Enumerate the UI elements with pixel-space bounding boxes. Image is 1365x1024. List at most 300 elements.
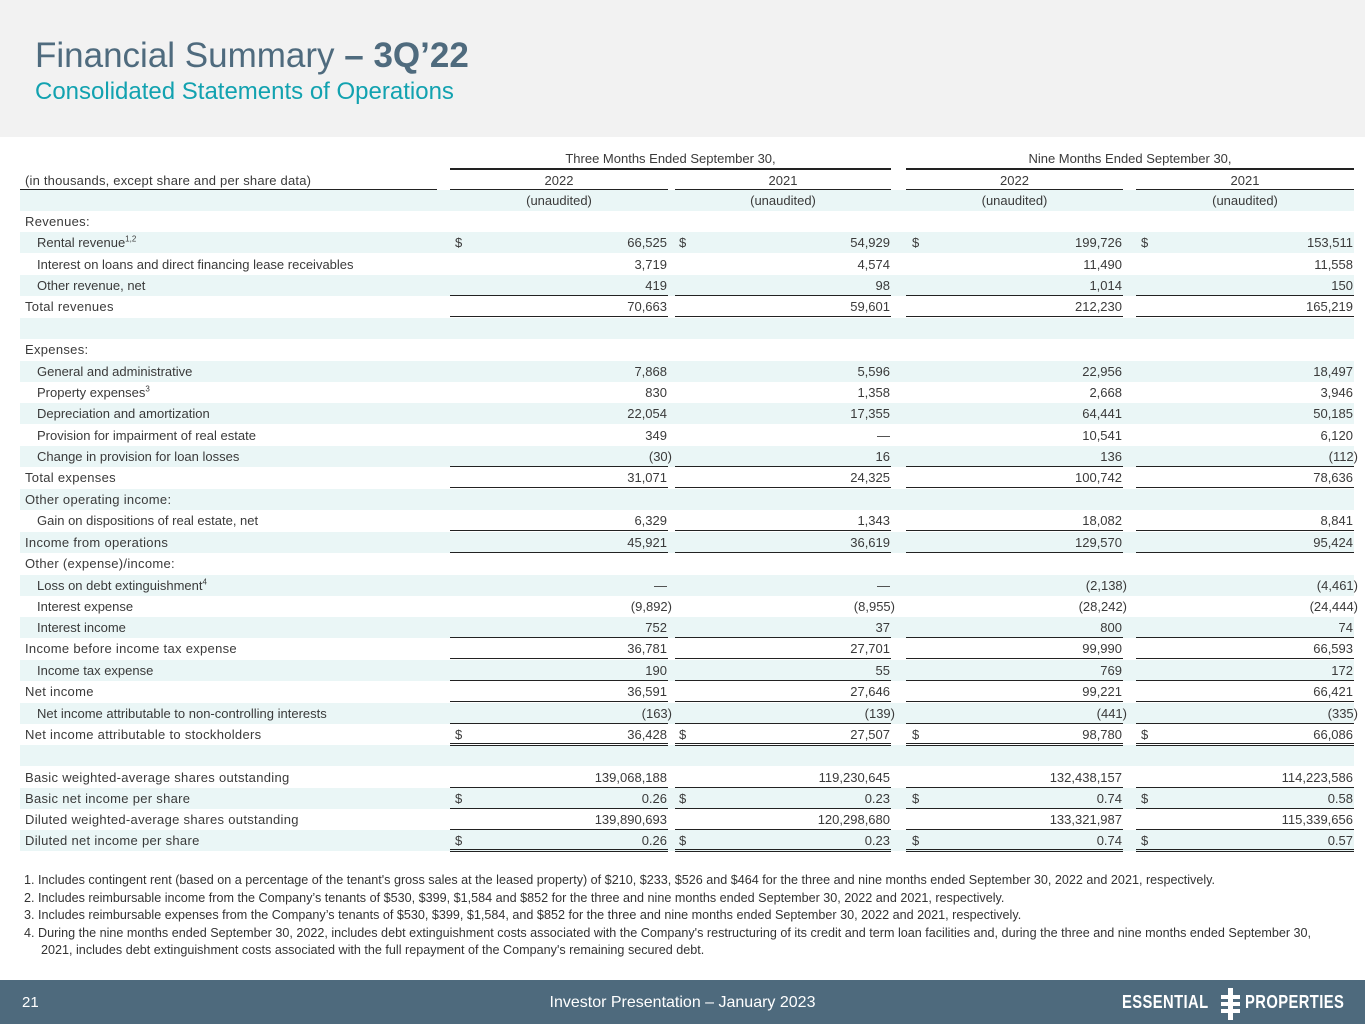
value-cell: 0.23 <box>864 791 890 806</box>
value-cell <box>1156 489 1353 510</box>
row-label <box>37 575 207 596</box>
table-row <box>20 660 1354 681</box>
row-label <box>37 660 153 681</box>
footnote: 2. Includes reimbursable income from the Company’s tenants of $530, $399, $1,584 and $852 for the three and nine months ended September 30, 2022 and 2021, respectively. <box>24 890 1005 905</box>
total-rule <box>450 723 668 724</box>
double-rule <box>906 849 1123 852</box>
total-rule <box>450 658 668 659</box>
value-cell: 18,497 <box>1313 364 1353 379</box>
value-cell: 752 <box>645 620 667 635</box>
value-cell <box>1156 211 1353 232</box>
total-rule <box>675 466 891 467</box>
double-rule <box>675 743 891 746</box>
group-underline <box>450 168 891 170</box>
value-cell: 27,701 <box>850 641 890 656</box>
value-cell <box>695 211 890 232</box>
value-cell: (24,444) <box>1309 599 1358 614</box>
currency-symbol: $ <box>912 727 920 742</box>
value-cell: 27,646 <box>850 684 890 699</box>
row-label <box>25 681 94 702</box>
double-rule <box>1136 743 1354 746</box>
footnote: 1. Includes contingent rent (based on a percentage of the tenant's gross sales at the leased property) of $210, $233, $526 and $464 for the three and nine months ended September 30, 2022 and 2021, respectively. <box>24 873 1216 887</box>
total-rule <box>450 466 668 467</box>
year-header: 2021 <box>1230 173 1260 188</box>
table-row <box>20 617 1354 638</box>
value-cell: 119,230,645 <box>818 770 890 785</box>
value-cell: 11,558 <box>1314 257 1353 272</box>
value-cell: 22,054 <box>627 406 667 421</box>
table-row <box>20 318 1354 339</box>
value-cell: 36,781 <box>627 641 667 656</box>
footnote-ref: 4 <box>202 577 207 587</box>
value-cell: 66,525 <box>627 235 667 250</box>
row-label <box>37 510 258 531</box>
value-cell: 132,438,157 <box>1049 770 1122 785</box>
total-rule <box>675 637 891 638</box>
table-row <box>20 532 1354 553</box>
value-cell: 6,120 <box>1320 428 1353 443</box>
header-band <box>0 0 1365 137</box>
page-number: 21 <box>22 994 39 1011</box>
value-cell: 165,219 <box>1306 299 1353 314</box>
value-cell: 212,230 <box>1075 299 1122 314</box>
row-label <box>25 830 200 851</box>
table-row <box>20 446 1358 467</box>
currency-symbol: $ <box>1141 791 1149 806</box>
row-label <box>37 361 192 382</box>
currency-symbol: $ <box>679 235 687 250</box>
value-cell: — <box>877 428 890 443</box>
value-cell: 27,507 <box>850 727 890 742</box>
total-rule <box>1136 466 1354 467</box>
unaudited-label: (unaudited) <box>1212 193 1278 208</box>
total-rule <box>450 787 668 788</box>
value-cell: 153,511 <box>1306 235 1353 250</box>
value-cell <box>926 489 1122 510</box>
currency-symbol: $ <box>912 791 920 806</box>
value-cell: 66,421 <box>1313 684 1353 699</box>
value-cell: 36,428 <box>627 727 667 742</box>
total-rule <box>450 701 668 702</box>
row-label-text: Other operating income: <box>25 492 172 507</box>
value-cell <box>926 211 1122 232</box>
value-cell: 99,221 <box>1082 684 1122 699</box>
value-cell <box>926 339 1122 360</box>
table-row <box>20 681 1354 702</box>
row-label <box>37 446 239 467</box>
value-cell: 150 <box>1331 278 1353 293</box>
table-row <box>20 510 1354 531</box>
value-cell: 74 <box>1338 620 1353 635</box>
row-label-text: Interest income <box>37 620 126 635</box>
group-underline <box>906 168 1354 170</box>
table-row <box>20 724 1354 745</box>
total-rule <box>906 787 1123 788</box>
total-rule <box>1136 723 1354 724</box>
value-cell: 100,742 <box>1075 470 1122 485</box>
value-cell: (139) <box>864 706 895 721</box>
year-header: 2022 <box>1000 173 1029 188</box>
page-subtitle: Consolidated Statements of Operations <box>35 78 454 105</box>
value-cell: 45,921 <box>627 535 667 550</box>
currency-symbol: $ <box>455 833 463 848</box>
value-cell: 6,329 <box>634 513 667 528</box>
double-rule <box>1136 849 1354 852</box>
value-cell <box>470 211 667 232</box>
table-row <box>20 596 1358 617</box>
row-label <box>37 703 327 724</box>
row-label-text: Gain on dispositions of real estate, net <box>37 513 259 528</box>
double-rule <box>450 743 668 746</box>
total-rule <box>906 530 1123 531</box>
total-rule <box>906 552 1123 553</box>
row-label-text: Diluted net income per share <box>25 833 200 848</box>
row-label <box>25 339 88 360</box>
row-label-text: Provision for impairment of real estate <box>37 428 256 443</box>
value-cell: 1,358 <box>857 385 890 400</box>
value-cell: (2,138) <box>1085 578 1127 593</box>
currency-symbol: $ <box>1141 833 1149 848</box>
row-label-text: Depreciation and amortization <box>37 406 210 421</box>
value-cell: 0.57 <box>1327 833 1353 848</box>
value-cell: 0.74 <box>1096 791 1122 806</box>
value-cell <box>926 553 1122 574</box>
value-cell: (30) <box>648 449 672 464</box>
value-cell: 36,619 <box>850 535 890 550</box>
row-label-text: Other (expense)/income: <box>25 556 175 571</box>
value-cell: 17,355 <box>850 406 890 421</box>
year-header: 2022 <box>544 173 574 188</box>
row-label <box>25 788 190 809</box>
row-label <box>25 489 171 510</box>
row-label <box>37 254 354 275</box>
value-cell <box>470 339 667 360</box>
value-cell: 95,424 <box>1313 535 1353 550</box>
value-cell <box>695 489 890 510</box>
value-cell: 99,990 <box>1082 641 1122 656</box>
value-cell: 31,071 <box>627 470 667 485</box>
value-cell: 18,082 <box>1082 513 1122 528</box>
total-rule <box>450 530 668 531</box>
value-cell: 115,339,656 <box>1281 812 1353 827</box>
value-cell: 36,591 <box>627 684 667 699</box>
value-cell: 419 <box>645 278 667 293</box>
row-label-text: Income before income tax expense <box>25 641 237 656</box>
row-label <box>25 467 116 488</box>
table-row <box>20 809 1354 830</box>
value-cell: (335) <box>1327 706 1358 721</box>
value-cell <box>1156 339 1353 360</box>
row-label <box>25 724 261 745</box>
value-cell: 10,541 <box>1082 428 1122 443</box>
value-cell: — <box>877 578 890 593</box>
total-rule <box>1136 701 1354 702</box>
value-cell: 8,841 <box>1320 513 1353 528</box>
table-row <box>20 767 1354 788</box>
total-rule <box>675 552 891 553</box>
value-cell <box>695 318 890 339</box>
row-label-text: Revenues: <box>25 214 90 229</box>
double-rule <box>906 743 1123 746</box>
table-row <box>20 638 1354 659</box>
table-row <box>20 467 1354 488</box>
group-header-nine-months: Nine Months Ended September 30, <box>1028 151 1232 166</box>
value-cell <box>1156 745 1353 766</box>
table-row <box>20 788 1354 809</box>
currency-symbol: $ <box>679 727 687 742</box>
table-row <box>20 403 1354 424</box>
total-rule <box>450 552 668 553</box>
row-label-text: Income tax expense <box>37 663 154 678</box>
value-cell <box>1156 318 1353 339</box>
unaudited-label: (unaudited) <box>526 193 592 208</box>
value-cell: 0.23 <box>864 833 890 848</box>
table-row <box>20 254 1354 275</box>
total-rule <box>906 680 1123 681</box>
currency-symbol: $ <box>1141 727 1149 742</box>
value-cell: 78,636 <box>1313 470 1353 485</box>
total-rule <box>906 466 1123 467</box>
row-label <box>37 232 136 253</box>
currency-symbol: $ <box>679 791 687 806</box>
value-cell: 199,726 <box>1075 235 1122 250</box>
total-rule <box>675 487 891 488</box>
total-rule <box>906 487 1123 488</box>
unit-label: (in thousands, except share and per share data) <box>25 173 312 188</box>
total-rule <box>450 680 668 681</box>
value-cell <box>695 339 890 360</box>
title-main: Financial Summary <box>35 36 335 75</box>
total-rule <box>675 295 891 296</box>
total-rule <box>906 295 1123 296</box>
row-label <box>37 425 256 446</box>
value-cell: 133,321,987 <box>1049 812 1122 827</box>
total-rule <box>675 530 891 531</box>
value-cell: 50,185 <box>1313 406 1353 421</box>
total-rule <box>906 701 1123 702</box>
double-rule <box>675 849 891 852</box>
value-cell: (8,955) <box>853 599 895 614</box>
value-cell: 129,570 <box>1075 535 1122 550</box>
total-rule <box>1136 829 1354 830</box>
footnotes <box>24 872 1344 960</box>
value-cell: 800 <box>1100 620 1122 635</box>
row-label-text: Net income <box>25 684 94 699</box>
total-rule <box>1136 295 1354 296</box>
currency-symbol: $ <box>455 727 463 742</box>
total-rule <box>906 637 1123 638</box>
total-rule <box>1136 637 1354 638</box>
value-cell: 5,596 <box>857 364 890 379</box>
value-cell: 4,574 <box>857 257 890 272</box>
value-cell: 769 <box>1100 663 1122 678</box>
currency-symbol: $ <box>1141 235 1149 250</box>
value-cell: (4,461) <box>1316 578 1358 593</box>
value-cell: 98 <box>875 278 890 293</box>
value-cell: 64,441 <box>1082 406 1122 421</box>
row-label <box>25 767 290 788</box>
value-cell: 66,086 <box>1313 727 1353 742</box>
table-row <box>20 361 1354 382</box>
row-label-text: General and administrative <box>37 364 193 379</box>
table-row <box>20 425 1354 446</box>
row-label <box>37 275 145 296</box>
value-cell: 1,014 <box>1089 278 1122 293</box>
total-rule <box>1136 808 1354 809</box>
row-label-text: Net income attributable to non-controlling interests <box>37 706 327 721</box>
footer-text: Investor Presentation – January 2023 <box>549 994 816 1011</box>
footnote-ref: 3 <box>145 384 150 394</box>
row-label <box>25 638 237 659</box>
table-row <box>20 575 1358 596</box>
row-label-text: Rental revenue <box>37 235 126 250</box>
value-cell: 190 <box>645 663 667 678</box>
unaudited-label: (unaudited) <box>981 193 1048 208</box>
value-cell: (9,892) <box>630 599 672 614</box>
table-row <box>20 211 1354 232</box>
row-label <box>25 296 114 317</box>
value-cell: 120,298,680 <box>817 812 890 827</box>
value-cell: 3,719 <box>634 257 667 272</box>
footnote: 3. Includes reimbursable expenses from the Company’s tenants of $530, $399, $1,584, and $852 for the three and nine months ended September 30, 2022 and 2021, respectively. <box>24 908 1022 922</box>
currency-symbol: $ <box>455 235 463 250</box>
total-rule <box>1136 787 1354 788</box>
currency-symbol: $ <box>912 235 920 250</box>
row-label <box>25 809 299 830</box>
footer-bar <box>0 980 1365 1024</box>
value-cell: 349 <box>645 428 667 443</box>
value-cell: 7,868 <box>634 364 667 379</box>
total-rule <box>1136 316 1354 317</box>
total-rule <box>675 680 891 681</box>
row-label <box>37 617 126 638</box>
year-header: 2021 <box>768 173 798 188</box>
value-cell <box>470 745 667 766</box>
value-cell <box>695 553 890 574</box>
value-cell: 114,223,586 <box>1281 770 1353 785</box>
footnote: 4. During the nine months ended September 30, 2022, includes debt extinguishment costs associated with the Company's restructuring of its credit and term loan facilities and, during the three and nine months ended September 30, 2021, includes debt extinguishment costs associated with the full repayment of the Company's remaining secured debt. <box>24 925 1312 957</box>
total-rule <box>906 658 1123 659</box>
row-label-text: Basic net income per share <box>25 791 191 806</box>
total-rule <box>450 295 668 296</box>
currency-symbol: $ <box>455 791 463 806</box>
value-cell: (163) <box>641 706 672 721</box>
value-cell: 66,593 <box>1313 641 1353 656</box>
total-rule <box>1136 552 1354 553</box>
row-label <box>37 596 133 617</box>
total-rule <box>1136 680 1354 681</box>
currency-symbol: $ <box>912 833 920 848</box>
value-cell: 24,325 <box>850 470 890 485</box>
value-cell: 172 <box>1331 663 1353 678</box>
row-label-text: Interest on loans and direct financing lease receivables <box>37 257 354 272</box>
value-cell <box>470 318 667 339</box>
value-cell: 98,780 <box>1082 727 1122 742</box>
total-rule <box>906 316 1123 317</box>
total-rule <box>906 723 1123 724</box>
value-cell: 37 <box>875 620 890 635</box>
logo-word-right: PROPERTIES <box>1245 992 1345 1012</box>
total-rule <box>906 829 1123 830</box>
value-cell: 11,490 <box>1083 257 1122 272</box>
table-row <box>20 830 1354 851</box>
row-label-text: Change in provision for loan losses <box>37 449 240 464</box>
row-label-text: Expenses: <box>25 342 89 357</box>
row-label-text: Loss on debt extinguishment <box>37 578 203 593</box>
value-cell: 0.26 <box>641 833 667 848</box>
table-row <box>20 553 1354 574</box>
total-rule <box>675 808 891 809</box>
table-row <box>20 275 1354 296</box>
value-cell: 0.74 <box>1096 833 1122 848</box>
table-row <box>20 339 1354 360</box>
table-row <box>20 232 1354 253</box>
total-rule <box>675 829 891 830</box>
row-label-text: Net income attributable to stockholders <box>25 727 262 742</box>
table-row <box>20 703 1358 724</box>
value-cell: (28,242) <box>1078 599 1127 614</box>
total-rule <box>450 487 668 488</box>
value-cell: 22,956 <box>1082 364 1122 379</box>
value-cell <box>470 489 667 510</box>
total-rule <box>450 316 668 317</box>
group-header-three-months: Three Months Ended September 30, <box>565 151 776 166</box>
total-rule <box>906 808 1123 809</box>
value-cell: 16 <box>875 449 890 464</box>
value-cell <box>926 745 1122 766</box>
row-label <box>25 553 175 574</box>
total-rule <box>1136 530 1354 531</box>
table-row <box>20 489 1354 510</box>
total-rule <box>675 658 891 659</box>
value-cell: 2,668 <box>1089 385 1122 400</box>
value-cell: 59,601 <box>850 299 890 314</box>
value-cell <box>695 745 890 766</box>
row-label-text: Other revenue, net <box>37 278 146 293</box>
total-rule <box>450 829 668 830</box>
row-label <box>37 403 210 424</box>
currency-symbol: $ <box>679 833 687 848</box>
title-period: – 3Q’22 <box>344 36 469 75</box>
value-cell: 3,946 <box>1320 385 1353 400</box>
value-cell: 55 <box>875 663 890 678</box>
value-cell: 54,929 <box>850 235 890 250</box>
unaudited-label: (unaudited) <box>750 193 816 208</box>
row-label-text: Total expenses <box>25 470 116 485</box>
double-rule <box>450 849 668 852</box>
total-rule <box>675 723 891 724</box>
total-rule <box>675 701 891 702</box>
value-cell <box>926 318 1122 339</box>
value-cell: — <box>654 578 667 593</box>
footnote-ref: 1,2 <box>125 234 137 244</box>
value-cell <box>1156 553 1353 574</box>
row-label <box>25 532 168 553</box>
row-label-text: Diluted weighted-average shares outstanding <box>25 812 299 827</box>
row-label-text: Basic weighted-average shares outstanding <box>25 770 290 785</box>
unaudited-row <box>20 190 1354 211</box>
value-cell: 139,890,693 <box>594 812 667 827</box>
table-row <box>20 382 1354 403</box>
logo-word-left: ESSENTIAL <box>1122 992 1209 1012</box>
total-rule <box>450 808 668 809</box>
value-cell: (112) <box>1328 449 1358 464</box>
total-rule <box>1136 658 1354 659</box>
value-cell: 136 <box>1100 449 1122 464</box>
value-cell: 0.26 <box>641 791 667 806</box>
row-label-text: Income from operations <box>25 535 169 550</box>
essential-properties-logo <box>1120 988 1345 1018</box>
